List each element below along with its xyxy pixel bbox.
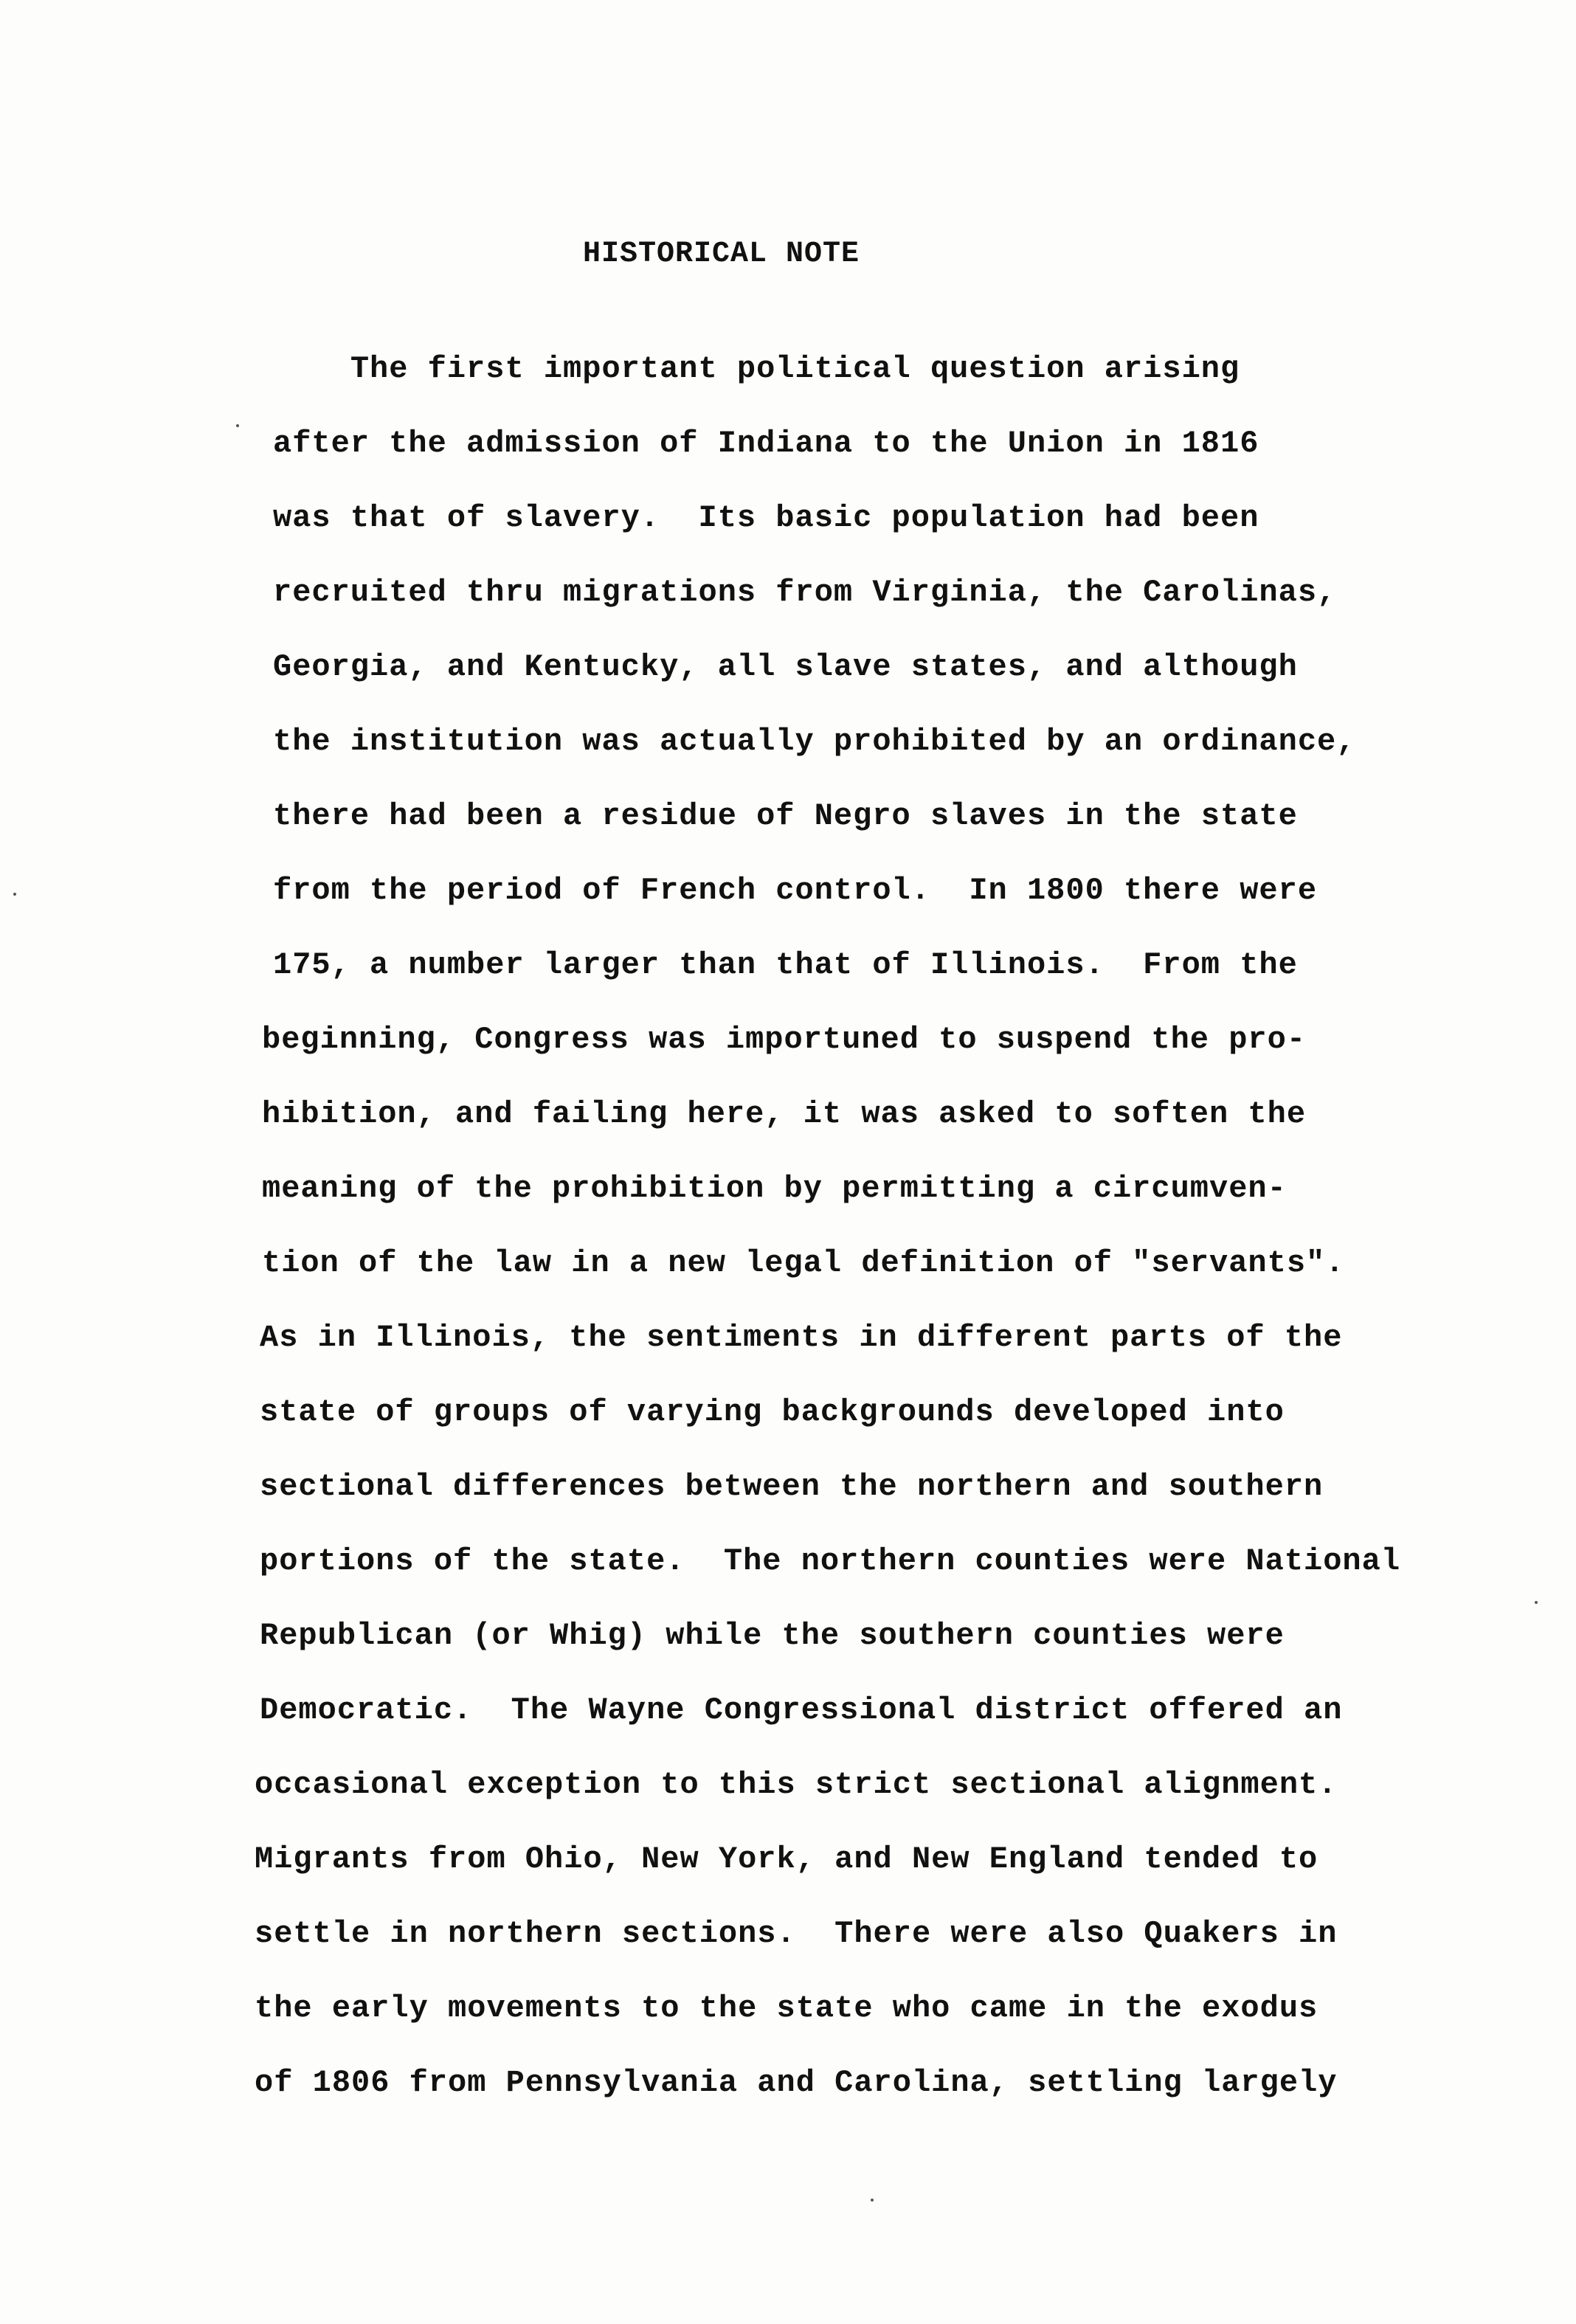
body-line: Democratic. The Wayne Congressional district offered an: [260, 1692, 1343, 1728]
body-line: from the period of French control. In 1800 there were: [273, 873, 1318, 908]
body-line: The first important political question arising: [273, 351, 1240, 387]
body-line: occasional exception to this strict sectional alignment.: [255, 1767, 1338, 1802]
body-line: Migrants from Ohio, New York, and New England tended to: [255, 1841, 1318, 1877]
paper-speck: [1535, 1601, 1538, 1604]
body-line: 175, a number larger than that of Illinois. From the: [273, 947, 1298, 983]
body-line: hibition, and failing here, it was asked to soften the: [262, 1096, 1307, 1132]
body-line: tion of the law in a new legal definition of "servants".: [262, 1245, 1345, 1281]
body-line: after the admission of Indiana to the Union in 1816: [273, 426, 1259, 461]
body-line: the institution was actually prohibited by an ordinance,: [273, 724, 1356, 759]
body-line: Republican (or Whig) while the southern counties were: [260, 1618, 1285, 1653]
body-line: beginning, Congress was importuned to suspend the pro-: [262, 1022, 1307, 1057]
body-line: recruited thru migrations from Virginia, the Carolinas,: [273, 575, 1337, 610]
page-title: HISTORICAL NOTE: [583, 238, 860, 271]
body-line: was that of slavery. Its basic population had been: [273, 500, 1259, 536]
paper-speck: [236, 424, 239, 427]
body-line: sectional differences between the northern and southern: [260, 1469, 1324, 1504]
body-line: As in Illinois, the sentiments in different parts of the: [260, 1320, 1343, 1355]
paper-speck: [871, 2199, 874, 2202]
body-line: the early movements to the state who came in the exodus: [255, 1991, 1318, 2026]
paper-speck: [13, 893, 16, 896]
body-line: settle in northern sections. There were also Quakers in: [255, 1916, 1338, 1951]
body-line: there had been a residue of Negro slaves in the state: [273, 798, 1298, 834]
body-line: meaning of the prohibition by permitting a circumven-: [262, 1171, 1287, 1206]
body-line: state of groups of varying backgrounds developed into: [260, 1394, 1285, 1430]
body-line: portions of the state. The northern counties were National: [260, 1543, 1401, 1579]
body-line: of 1806 from Pennsylvania and Carolina, settling largely: [255, 2065, 1338, 2100]
body-line: Georgia, and Kentucky, all slave states, and although: [273, 649, 1298, 685]
